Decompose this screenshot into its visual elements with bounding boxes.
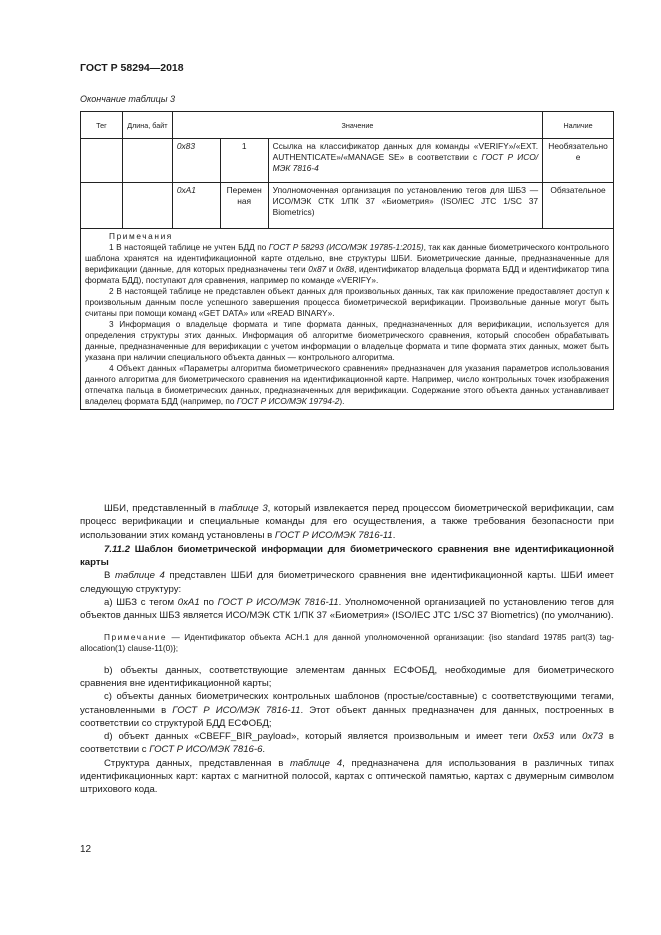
col-presence-header: Наличие: [543, 112, 614, 139]
list-item-a: а) ШБЗ с тегом 0xA1 по ГОСТ Р ИСО/МЭК 7816-11. Уполномоченной организацией по установлению тегов для объектов данных ШБЗ является ИСО/МЭК СТК 1/ПК 37 «Биометрия» (ISO/IEC JTC 1/SC 37 Biometrics) (по умолчанию).: [80, 597, 614, 622]
empty-cell: [122, 183, 172, 229]
length-cell: Переменная: [220, 183, 268, 229]
paragraph: Структура данных, представленная в таблице 4, предназначена для использования в различных типах идентификационных карт: картах с магнитной полосой, картах с оптической памятью, картах с двумерным символом штрихового кода.: [80, 757, 614, 796]
list-item-b: b) объекты данных, соответствующие элементам данных ЕСФОБД, необходимые для биометрического сравнения вне идентификационной карты;: [80, 664, 614, 689]
note-1: 1 В настоящей таблице не учтен БДД по ГОСТ Р 58293 (ИСО/МЭК 19785-1:2015), так как данные биометрического контрольного шаблона хранятся на идентификационной карте отдельно, вне структуры ШБИ. Биометрические данные, предназначенные для верификации (данные, для которых предназначены теги 0x87 и 0x88, идентификатор владельца формата БДД и идентификатор типа формата БДД), поступают для сравнения, например по команде «VERIFY».: [85, 242, 609, 285]
tag-cell: 0x83: [172, 139, 220, 183]
notes-title: Примечания: [109, 231, 173, 241]
table-row: [81, 139, 614, 183]
length-cell: 1: [220, 139, 268, 183]
table-3: [80, 111, 614, 410]
value-cell: Уполномоченная организация по установлению тегов для ШБЗ — ИСО/МЭК СТК 1/ПК 37 «Биометрия» (ISO/IEC JTC 1/SC 37 Biometrics): [268, 183, 542, 229]
notes-row: [81, 229, 614, 410]
col-length-header: Длина, байт: [122, 112, 172, 139]
empty-cell: [81, 183, 123, 229]
note-2: 2 В настоящей таблице не представлен объект данных для произвольных данных, так как приложение предоставляет доступ к произвольным данным после успешного завершения процесса биометрической верификации. Произвольные данные могут быть считаны при помощи команд «GET DATA» или «READ BINARY».: [85, 286, 609, 318]
list-item-c: с) объекты данных биометрических контрольных шаблонов (простые/составные) с соответствующими тегами, установленными в ГОСТ Р ИСО/МЭК 7816-11. Этот объект данных предназначен для данных, построенных в соответствии со структурой БДД ЕСФОБД;: [80, 691, 614, 729]
col-tag-header: Тег: [81, 112, 123, 139]
page-number: 12: [80, 844, 92, 855]
note-4: 4 Объект данных «Параметры алгоритма биометрического сравнения» предназначен для указания параметров использования данного алгоритма для биометрического сравнения на идентификационной карте. Например, число контрольных точек изображения отпечатка пальца в биометрических данных, предназначенных для верификации. Содержание этого объекта данных устанавливает владелец формата БДД (например, по ГОСТ Р ИСО/МЭК 19794-2).: [85, 363, 609, 406]
empty-cell: [81, 139, 123, 183]
notes-cell: [81, 229, 614, 410]
table-caption: Окончание таблицы 3: [80, 94, 175, 104]
value-cell: Ссылка на классификатор данных для команды «VERIFY»/«EXT. AUTHENTICATE»/«MANAGE SE» в соответствии с ГОСТ Р ИСО/МЭК 7816-4: [268, 139, 542, 183]
body-text: [80, 502, 614, 797]
note-3: 3 Информация о владельце формата и типе формата данных, предназначенных для верификации, используется для определения структуры этих данных. Информация об алгоритме биометрического сравнения, который способен обрабатывать данные, предназначенные для верификации с учетом информации о владельце формата и типе формата этих данных, может быть указана при наличии специального объекта данных — контрольного алгоритма.: [85, 319, 609, 362]
note-paragraph: Примечание — Идентификатор объекта АСН.1 для данной уполномоченной организации: {iso standard 19785 part(3) tag-allocation(1) clause-11(0)};: [80, 631, 614, 654]
section-heading: 7.11.2 Шаблон биометрической информации для биометрического сравнения вне идентификационной карты: [80, 543, 614, 569]
document-header: ГОСТ Р 58294—2018: [80, 62, 184, 74]
tag-cell: 0xA1: [172, 183, 220, 229]
paragraph: В таблице 4 представлен ШБИ для биометрического сравнения вне идентификационной карты. ШБИ имеет следующую структуру:: [80, 570, 614, 595]
col-value-header: Значение: [172, 112, 542, 139]
table-row: [81, 183, 614, 229]
presence-cell: Обязательное: [543, 183, 614, 229]
table-header-row: [81, 112, 614, 139]
list-item-d: d) объект данных «CBEFF_BIR_payload», который является произвольным и имеет теги 0x53 или 0x73 в соответствии с ГОСТ Р ИСО/МЭК 7816-6.: [80, 731, 614, 756]
presence-cell: Необязательное: [543, 139, 614, 183]
empty-cell: [122, 139, 172, 183]
paragraph: ШБИ, представленный в таблице 3, который извлекается перед процессом биометрической верификации, сам процесс верификации и специальные команды для его осуществления, а также требования безопасности при использовании этих команд установлены в ГОСТ Р ИСО/МЭК 7816-11.: [80, 503, 614, 541]
